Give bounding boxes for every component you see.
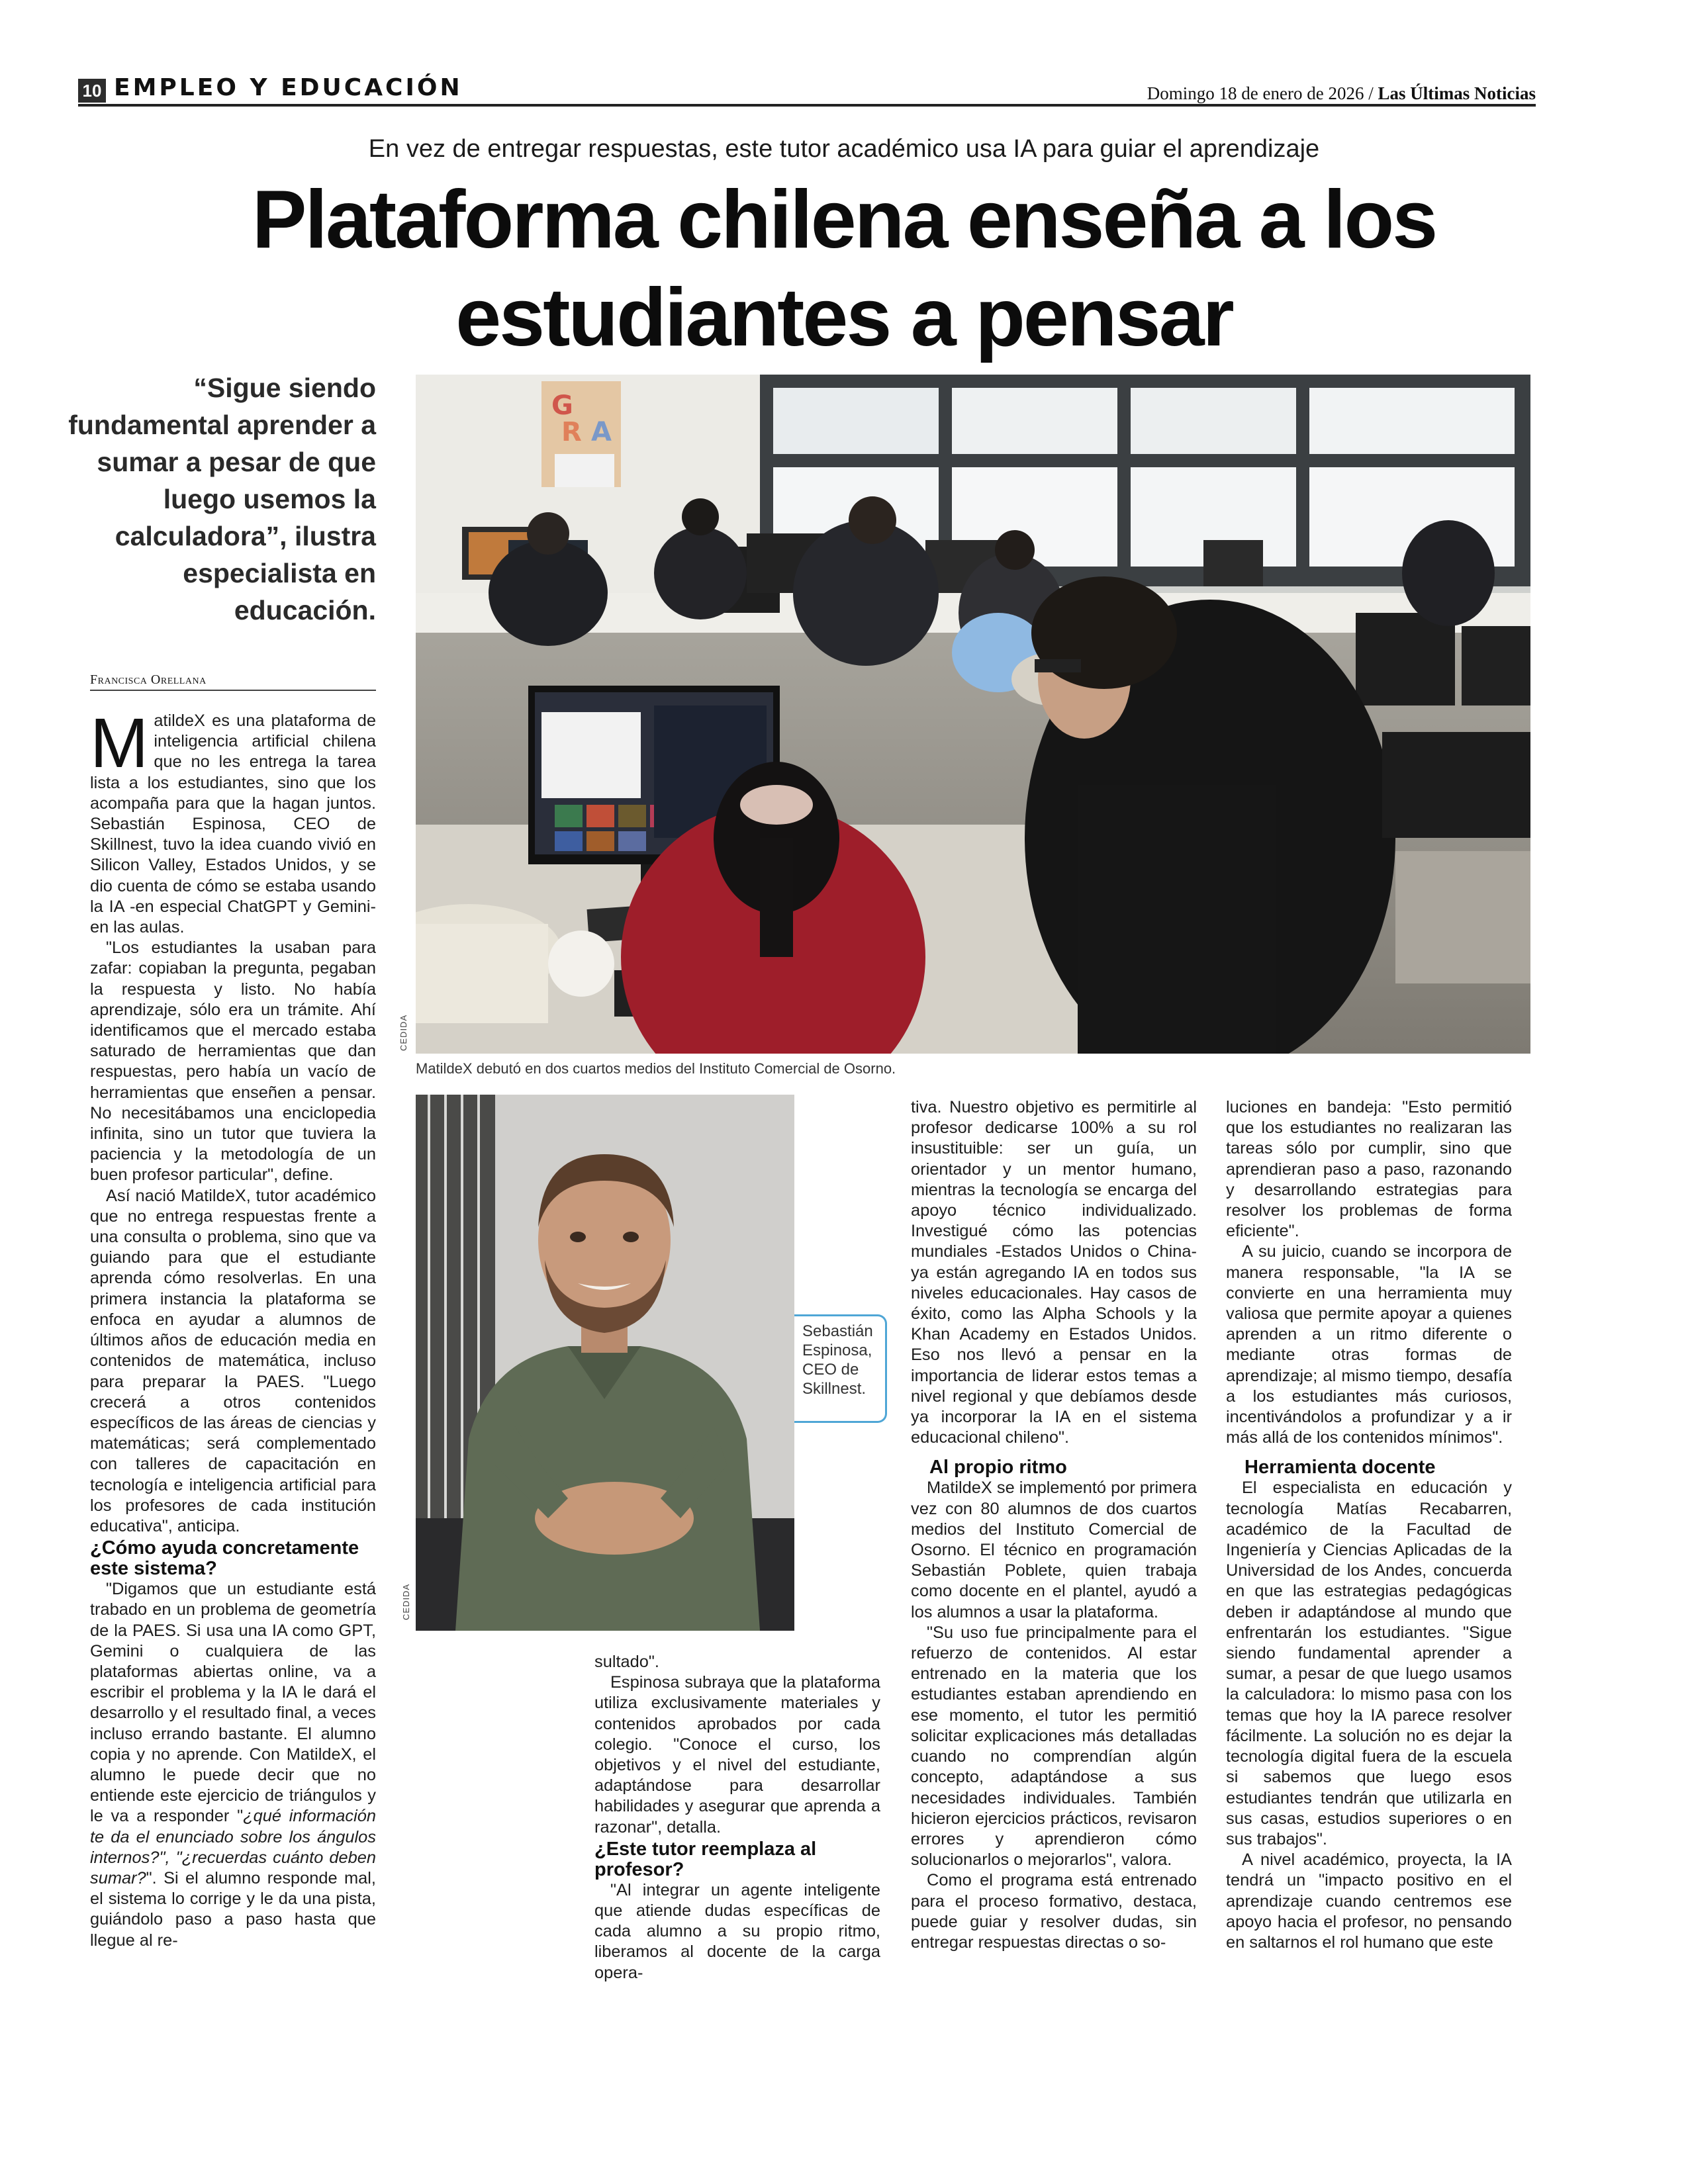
- col3-paragraph-4: Como el programa está entrenado para el proceso formativo, destaca, puede guiar y resolver dudas, sin entregar respuestas directas o so-: [911, 1871, 1197, 1952]
- col1-paragraph-1-text: atildeX es una plataforma de inteligencia artificial chilena que no les entrega la tarea lista a los estudiantes, sino que los acompaña para que la hagan juntos. Sebastián Espinosa, CEO de Skillnest, tuvo la idea cuando vivió en Silicon Valley, Estados Unidos, y se dio cuenta de cómo se estaba usando la IA -en especial ChatGPT y Gemini- en las aulas.: [90, 711, 376, 937]
- byline-rule: [90, 690, 376, 691]
- classroom-photo: [416, 375, 1530, 1054]
- column-2: [594, 1652, 880, 1983]
- column-3: [911, 1097, 1197, 1953]
- pull-quote: “Sigue siendo fundamental aprender a sumar a pesar de que luego usemos la calculadora”, ilustra especialista en educación.: [68, 373, 376, 625]
- column-1: [90, 704, 377, 1951]
- headline-line-1: Plataforma chilena enseña a los: [252, 174, 1436, 265]
- col2-paragraph-2: Espinosa subraya que la plataforma utiliza exclusivamente materiales y contenidos aprobados por cada colegio. "Conoce el curso, los objetivos y el nivel del estudiante, adaptándose para desarrollar habilidades y asegurar que aprenda a razonar", detalla.: [594, 1673, 880, 1837]
- subhead-reemplaza: ¿Este tutor reemplaza al profesor?: [594, 1838, 817, 1880]
- svg-text:A: A: [591, 417, 612, 447]
- col4-paragraph-1: luciones en bandeja: "Esto permitió que los estudiantes no realizaran las tareas sólo por cumplir, sino que aprendieran paso a paso, razonando y desarrollando estrategias para resolver los problemas de forma eficiente".: [1226, 1098, 1512, 1241]
- dateline: [1147, 83, 1536, 104]
- col4-paragraph-2: A su juicio, cuando se incorpora de manera responsable, "la IA se convierte en una herramienta muy valiosa que permite apoyar a quienes aprenden a un ritmo diferente o mediante otras formas de aprendizaje; al mismo tiempo, desafía a los estudiantes más curiosos, incentivándolos a profundizar y a ir más allá de los contenidos mínimos".: [1226, 1242, 1512, 1447]
- header-rule: [78, 104, 1536, 107]
- svg-text:G: G: [551, 390, 573, 421]
- col1-paragraph-2: "Los estudiantes la usaban para zafar: copiaban la pregunta, pegaban la respuesta y listo. No había aprendizaje, sólo era un trámite. Ahí identificamos que el mercado estaba saturado de herramientas que dan respuestas, pero había un vacío de herramientas que enseñen a pensar. No necesitábamos una enciclopedia infinita, sino un tutor que tuviera la paciencia y la metodología de un buen profesor particular", define.: [90, 938, 376, 1185]
- col3-paragraph-1: tiva. Nuestro objetivo es permitirle al profesor dedicarse 100% a su rol insustituible: ser un guía, un orientador y un mentor humano, mientras la tecnología se encarga del apoyo técnico individualizado. Investigué cómo las potencias mundiales -Estados Unidos o China- ya están agregando IA en todos sus niveles educacionales. Hay casos de éxito, como las Alpha Schools y la Khan Academy en Estados Unidos. Eso nos llevó a pensar en la importancia de liderar estos temas a nivel regional y que debíamos desde ya incorporar la IA en el sistema educacional chileno".: [911, 1098, 1197, 1447]
- col2-paragraph-1: sultado".: [594, 1653, 659, 1671]
- byline: Francisca Orellana: [90, 672, 207, 687]
- col1-paragraph-4-quote: ¿qué información te da el enunciado sobre los ángulos internos?", "¿recuerdas cuánto deben sumar?: [90, 1807, 377, 1888]
- svg-text:R: R: [561, 417, 582, 447]
- col1-paragraph-3: Así nació MatildeX, tutor académico que no entrega respuestas frente a una consulta o problema, sino que va guiando para que el estudiante aprenda cómo resolverlas. En una primera instancia la plataforma se enfoca en ayudar a alumnos de últimos años de educación media en contenidos de matemática, incluso para preparar la PAES. "Luego crecerá a otros contenidos específicos de las áreas de ciencias y matemáticas; será complementado con talleres de capacitación en tecnología e inteligencia artificial para los profesores de cada institución educativa", anticipa.: [90, 1186, 376, 1535]
- subhead-herramienta-docente: Herramienta docente: [1244, 1457, 1436, 1479]
- photo-caption-main: MatildeX debutó en dos cuartos medios del Instituto Comercial de Osorno.: [416, 1060, 896, 1077]
- publication-date: Domingo 18 de enero de 2026: [1147, 83, 1364, 103]
- col4-paragraph-3: El especialista en educación y tecnología Matías Recabarren, académico de la Facultad de Ingeniería y Ciencias Aplicadas de la Universidad de los Andes, concuerda en que las estrategias pedagógicas deben ir adaptándose al mundo que enfrentarán los estudiantes. "Sigue siendo fundamental aprender a sumar, a pesar de que luego usamos la calculadora: lo mismo pasa con los temas que hoy la IA parece resolver fácilmente. La solución no es dejar la tecnología digital fuera de la escuela si sabemos que luego esos estudiantes tendrán que utilizarla en sus casas, estudios superiores o en sus trabajos".: [1226, 1479, 1512, 1848]
- column-4: [1226, 1097, 1512, 1953]
- col3-paragraph-2: MatildeX se implementó por primera vez con 80 alumnos de dos cuartos medios del Instituto Comercial de Osorno. El técnico en programación Sebastián Poblete, quien trabaja como docente en el plantel, ayudó a los alumnos a usar la plataforma.: [911, 1479, 1197, 1621]
- col2-paragraph-3: "Al integrar un agente inteligente que atiende dudas específicas de cada alumno a su propio ritmo, liberamos al docente de la carga opera-: [594, 1880, 880, 1982]
- dropcap: M: [90, 704, 149, 782]
- newspaper-name: Las Últimas Noticias: [1378, 83, 1536, 103]
- col1-paragraph-4a: "Digamos que un estudiante está trabado en un problema de geometría de la PAES. Si usa una IA como GPT, Gemini o cualquiera de las plataformas abiertas online, va a escribir el problema y la IA le dará el desarrollo y el resultado final, a veces incluso errando bastante. El alumno copia y no aprende. Con MatildeX, el alumno le puede decir que no entiende este ejercicio de triángulos y le va a responder ": [90, 1580, 376, 1826]
- col1-paragraph-4: [90, 1579, 376, 1951]
- col1-paragraph-1: [90, 704, 376, 938]
- subhead-al-propio-ritmo: Al propio ritmo: [929, 1457, 1067, 1479]
- kicker: En vez de entregar respuestas, este tutor académico usa IA para guiar el aprendizaje: [368, 135, 1320, 163]
- headline: [0, 171, 1688, 367]
- section-title: EMPLEO Y EDUCACIÓN: [114, 74, 463, 101]
- subhead-como-ayuda: ¿Cómo ayuda concretamente este sistema?: [90, 1537, 359, 1580]
- page-number: 10: [78, 79, 106, 103]
- col3-paragraph-3: "Su uso fue principalmente para el refuerzo de contenidos. Al estar entrenado en la materia que los estudiantes estaban aprendiendo en ese momento, el tutor les permitió solicitar explicaciones más detalladas cuando no comprendían algún concepto, adaptándose a sus necesidades individuales. También hicieron ejercicios prácticos, revisaron errores y aprendieron cómo solucionarlos o mejorarlos", valora.: [911, 1623, 1197, 1870]
- col4-paragraph-4: A nivel académico, proyecta, la IA tendrá un "impacto positivo en el aprendizaje cuando centremos ese apoyo hacia el profesor, no pensando en saltarnos el rol humano que este: [1226, 1850, 1512, 1952]
- portrait-photo: [416, 1095, 794, 1631]
- photo-credit-portrait: CEDIDA: [401, 1583, 411, 1620]
- col1-paragraph-4b: ". Si el alumno responde mal, el sistema lo corrige y le da una pista, guiándolo paso a paso hasta que llegue al re-: [90, 1868, 376, 1950]
- photo-caption-portrait: Sebastián Espinosa, CEO de Skillnest.: [794, 1314, 887, 1423]
- photo-credit-main: CEDIDA: [399, 1014, 408, 1051]
- dateline-separator: /: [1368, 83, 1374, 103]
- headline-line-2: estudiantes a pensar: [455, 272, 1233, 363]
